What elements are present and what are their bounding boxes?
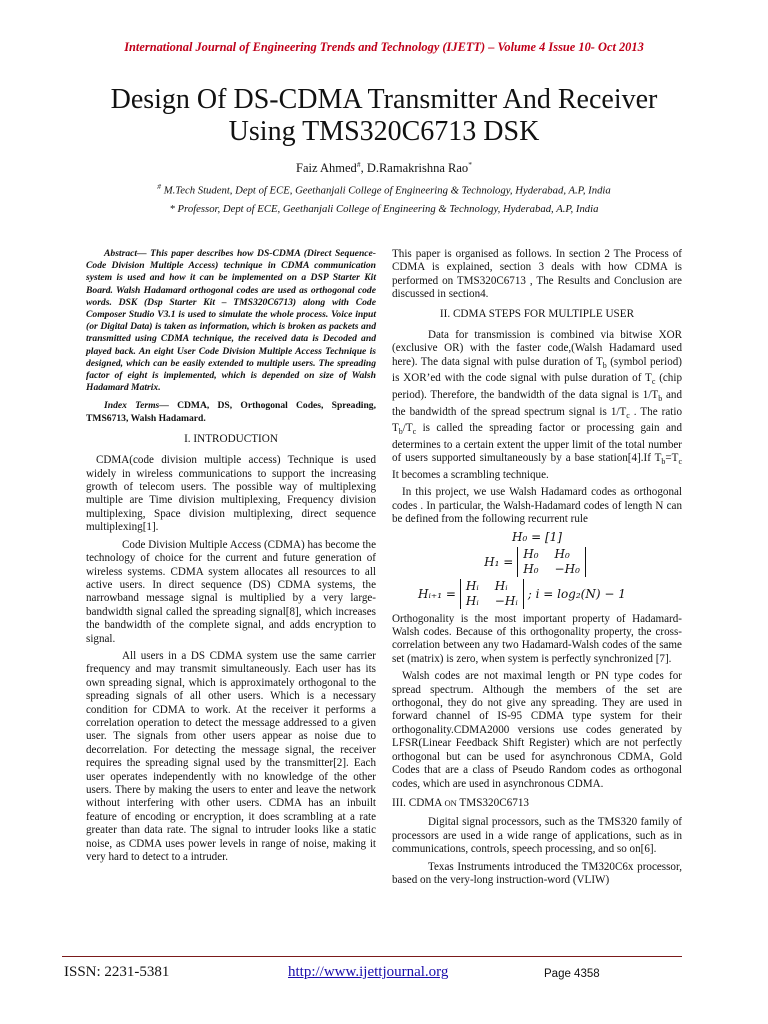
footer-issn: ISSN: 2231-5381 — [64, 964, 170, 980]
matrix-hi: Hᵢ Hᵢ Hᵢ −Hᵢ — [460, 579, 524, 609]
footer-divider — [62, 956, 682, 957]
outline-paragraph: This paper is organised as follows. In section 2 The Process of CDMA is explained, section 3 deals with how CDMA is performed on TMS320C6713 , The Results and Conclusion are discussed in section4. — [392, 248, 682, 301]
journal-header: International Journal of Engineering Trends and Technology (IJETT) – Volume 4 Issue 10- Oct 2013 — [124, 40, 644, 54]
title-line-1: Design Of DS-CDMA Transmitter And Receiver — [110, 84, 658, 115]
intro-paragraph-3: All users in a DS CDMA system use the same carrier frequency and may transmit simultaneously. Each user has its own spreading signal, which is approximately orthogonal to the spreading signals of all other users. Which is a necessary condition for CDMA to work. At the receiver it performs a correlation operation to detect the message addressed to a given user. The signals from other users appear as noise due to decorrelation. For detecting the message signal, the receiver requires the spreading signal used by the transmitter[2]. Each user operates independently with no knowledge of the other users. There by making the users to enter and leave the network without interfering with other users. CDMA has an inbuilt feature of encoding or encryption, it does scrambling at a rate greater than data rate. The signal to intruder looks like a static noise, as CDMA uses power levels in range of noise, making it very hard to detect to a intruder. — [86, 649, 376, 864]
section-1-heading: I. INTRODUCTION — [184, 432, 278, 445]
walsh-codes-paragraph: Walsh codes are not maximal length or PN type codes for spread spectrum. Although the members of the set are orthogonal, they do not give any spreading. They are used in forward channel of IS-95 CDMA type system for their orthogonality.CDMA2000 versions use codes generated by LFSR(Linear Feedback Shift Register) which are not perfectly orthogonal but can be used for asynchronous CDMA, Gold Codes that are a class of Pseudo Random codes as orthogonal codes, which are used in asynchronous CDMA. — [392, 670, 682, 790]
intro-paragraph-2: Code Division Multiple Access (CDMA) has become the technology of choice for the current and future generation of wireless systems. CDMA system allocates all resources to all active users. In direct sequence (DS) CDMA systems, the narrowband message signal is multiplied by a very large-bandwidth signal called the spreading signal[8], which increases the bandwidth of the complete signal, and adds encryption to signal. — [86, 538, 376, 645]
orthogonality-paragraph: Orthogonality is the most important property of Hadamard-Walsh codes. Because of this orthogonality property, the cross-correlation between any two Hadamard-Walsh codes of the same set (matrix) is zero, when system is perfectly synchronized [7]. — [392, 612, 682, 665]
author-1-mark: # — [356, 160, 361, 169]
texas-instruments-paragraph: Texas Instruments introduced the TM320C6x processor, based on the very-long instruction-word (VLIW) — [392, 860, 682, 886]
intro-paragraph-1: CDMA(code division multiple access) Technique is used widely in wireless communications to support the increasing growth of telecom users. The possible way of multiplexing multiple are Time division multiplexing, Frequency division multiplexing, Space division multiplexing, direct sequence multiplexing[1]. — [86, 454, 376, 534]
footer-journal-link[interactable]: http://www.ijettjournal.org — [288, 964, 449, 980]
abstract: Abstract— This paper describes how DS-CDMA (Direct Sequence-Code Division Multiple Access) technique in CDMA communication system is used and how it can be implemented on a DSP Starter Kit Board. Walsh Hadamard orthogonal codes are used as orthogonal code words. DSK (Dsp Starter Kit – TMS320C6713) along with Code Composer Studio V3.1 is used to simulate the whole process. Voice input (or Digital Data) is taken as information, which is broken as packets and transmitted using CDMA technique, the received data is Decoded and played back. An eight User Code Division Multiple Access Technique is designed, which can be easily extended to multiple users. The spreading factor of eight is implemented, which is depended on size of Walsh Hadamard Matrix. — [86, 248, 376, 394]
author-2-mark: * — [468, 160, 472, 169]
affiliation-1-text: M.Tech Student, Dept of ECE, Geethanjali College of Engineering & Technology, Hyderabad, A.P, India — [161, 184, 611, 197]
title-line-2: Using TMS320C6713 DSK — [228, 116, 540, 147]
equation-hi: Hᵢ₊₁ = Hᵢ Hᵢ Hᵢ −Hᵢ ; i = log₂(N) − 1 — [418, 578, 626, 608]
walsh-hadamard-equations — [392, 529, 682, 609]
author-1: Faiz Ahmed — [296, 161, 357, 176]
author-2: , D.Ramakrishna Rao — [360, 161, 469, 176]
affiliation-1-mark: # — [157, 182, 162, 191]
section-3-heading: III. CDMA ON TMS320C6713 — [392, 796, 530, 809]
equation-h1: H₁ = H₀ H₀ H₀ −H₀ — [392, 547, 682, 577]
paper-title — [0, 84, 768, 148]
index-terms-text: — CDMA, DS, Orthogonal Codes, Spreading, TMS6713, Walsh Hadamard. — [86, 400, 376, 424]
matrix-h1: H₀ H₀ H₀ −H₀ — [517, 547, 586, 577]
author-list — [0, 160, 768, 176]
walsh-intro-paragraph: In this project, we use Walsh Hadamard codes as orthogonal codes . In particular, the Walsh-Hadamard codes of length N can be defined from the following recurrent rule — [392, 486, 682, 526]
dsp-paragraph: Digital signal processors, such as the TMS320 family of processors are used in a wide range of applications, such as in communications, controls, speech processing, and so on[6]. — [392, 816, 682, 856]
left-column — [86, 248, 376, 868]
right-column — [392, 248, 682, 891]
footer-page-number: Page 4358 — [544, 968, 600, 980]
index-terms — [86, 400, 376, 424]
affiliation-1 — [0, 182, 768, 197]
affiliation-2: * Professor, Dept of ECE, Geethanjali College of Engineering & Technology, Hyderabad, A.P, India — [169, 203, 599, 215]
cdma-steps-paragraph: Data for transmission is combined via bitwise XOR (exclusive OR) with the faster code,(Walsh Hadamard used here). The data signal with pulse duration of $T_b$ (symbol period) is XOR’ed with the code signal with pulse duration of $T_c$ (chip period). Therefore, the bandwidth of the data signal is $1/T_b$ and the bandwidth of the spread spectrum signal is $1/T_c$ . The ratio $T_b/T_c$ is called the spreading factor or processing gain and determines to a certain extent the upper limit of the total number of users supported simultaneously by a base station[4].If $T_b=T_c$ It becomes a scrambling technique. — [392, 329, 682, 481]
equation-h0: H₀ = [1] — [512, 529, 562, 544]
section-2-heading: II. CDMA STEPS FOR MULTIPLE USER — [439, 307, 635, 320]
index-terms-label: Index Terms — [104, 400, 160, 412]
